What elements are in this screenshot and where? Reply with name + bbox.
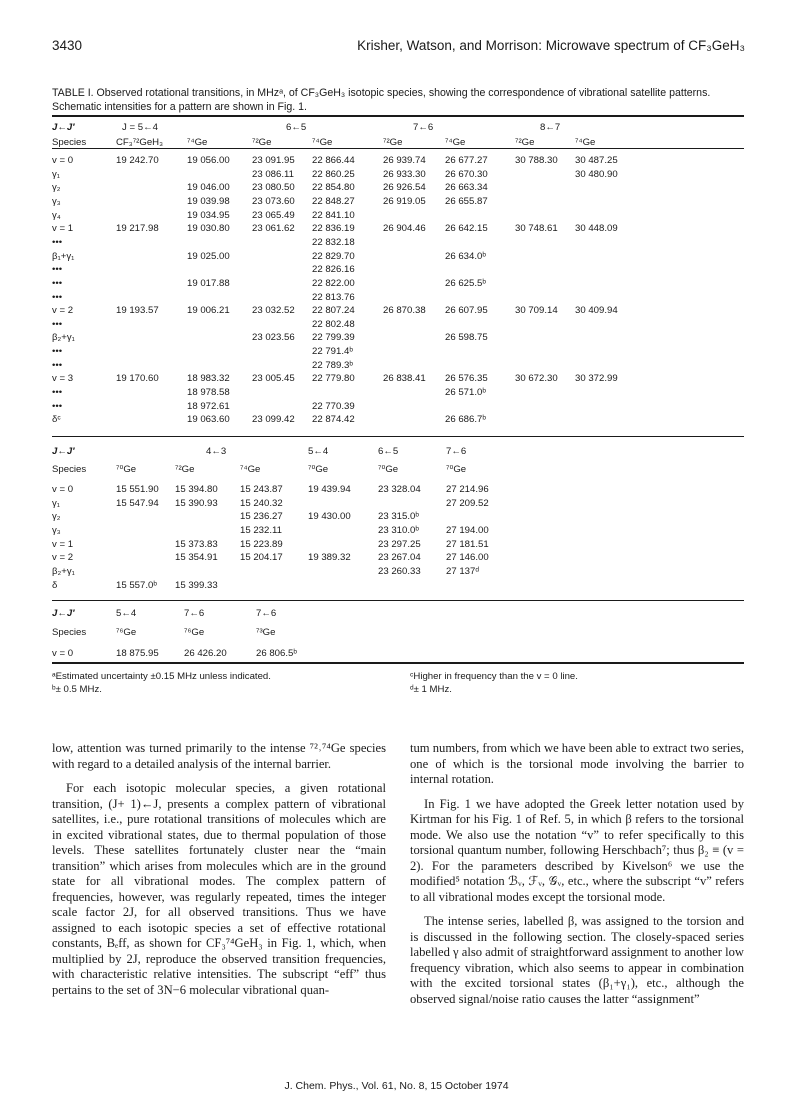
table-cell: 26 655.87 bbox=[445, 195, 488, 207]
row-label: γ₄ bbox=[52, 209, 61, 221]
table-cell: 15 354.91 bbox=[175, 552, 218, 564]
jj-header: J←J′ bbox=[52, 608, 75, 619]
table-cell: 26 939.74 bbox=[383, 155, 426, 166]
row-label: β₂+γ₁ bbox=[52, 332, 75, 344]
row-label: v = 0 bbox=[52, 484, 74, 495]
table-cell: 19 025.00 bbox=[187, 250, 230, 262]
species-header: ⁷³Ge bbox=[256, 627, 276, 638]
table-cell: 23 023.56 bbox=[252, 332, 295, 344]
table-cell: 22 866.44 bbox=[312, 155, 355, 166]
table-cell: 23 032.52 bbox=[252, 305, 295, 317]
row-label: ••• bbox=[52, 291, 63, 303]
body-paragraph: For each isotopic molecular species, a given rotational transition, (J+ 1)←J, presents a complex pattern of vibrational satellites, i.e., pure rotational transitions of molecules which are in excited vibrational states, due to thermal population of those levels. These satellites fortunately cluster near the “main transition” which arises from molecules which are in the ground state for all vibrational modes. The complex pattern of frequencies, however, was regularly repeated, times the integer scale factor 2J, for all observed transitions. Thus we have assigned to each isotopic species a set of effective rotational constants, Bₑff, as shown for CF₃⁷⁴GeH₃ in Fig. 1, which, when multiplied by 2J, reproduce the observed transition frequencies, with characteristic relative intensities. The subscript “eff” thus pertains to the set of 3N−6 molecular vibrational quan- bbox=[52, 781, 386, 997]
transition-header: 4←3 bbox=[206, 446, 227, 457]
table-cell: 26 426.20 bbox=[184, 648, 227, 659]
table-cell: 23 065.49 bbox=[252, 209, 295, 221]
table-cell: 26 806.5ᵇ bbox=[256, 648, 297, 659]
table-cell: 19 046.00 bbox=[187, 182, 230, 194]
table-cell: 23 267.04 bbox=[378, 552, 421, 564]
table-cell: 30 409.94 bbox=[575, 305, 618, 317]
species-header: ⁷⁰Ge bbox=[378, 464, 399, 475]
table-cell: 22 807.24 bbox=[312, 305, 355, 317]
table-cell: 30 480.90 bbox=[575, 168, 618, 180]
table-cell: 18 972.61 bbox=[187, 400, 230, 412]
table-cell: 30 788.30 bbox=[515, 155, 558, 166]
row-label: β₁+γ₁ bbox=[52, 250, 75, 262]
table-cell: 18 983.32 bbox=[187, 373, 230, 385]
table-cell: 22 802.48 bbox=[312, 318, 355, 330]
table-cell: 19 063.60 bbox=[187, 414, 230, 426]
transition-header: 6←5 bbox=[378, 446, 399, 457]
table-cell: 22 832.18 bbox=[312, 236, 355, 248]
table-cell: 15 547.94 bbox=[116, 497, 159, 509]
page-number: 3430 bbox=[52, 38, 83, 53]
table-cell: 18 875.95 bbox=[116, 648, 159, 659]
footnote-a: ᵃEstimated uncertainty ±0.15 MHz unless indicated. bbox=[52, 671, 271, 682]
body-paragraph: In Fig. 1 we have adopted the Greek letter notation used by Kirtman for his Fig. 1 of Ref. 5, in which β refers to the torsional mode. We also use the notation “v” to refer specifically to this torsional quantum number, following Herschbach⁷; thus β₂ ≡ (v = 2). For the parameters described by Kivelson⁶ we use the modified⁵ notation ℬᵥ, ℱᵥ, 𝒢ᵥ, etc., where the subscript “v” refers to all vibrational modes except the torsional mode. bbox=[410, 796, 744, 904]
table-cell: 23 260.33 bbox=[378, 565, 421, 577]
row-label: ••• bbox=[52, 359, 63, 371]
table-cell: 22 874.42 bbox=[312, 414, 355, 426]
table-cell: 23 328.04 bbox=[378, 484, 421, 495]
table-cell: 15 390.93 bbox=[175, 497, 218, 509]
table-cell: 22 841.10 bbox=[312, 209, 355, 221]
row-label: v = 2 bbox=[52, 552, 74, 564]
table-cell: 27 214.96 bbox=[446, 484, 489, 495]
table-cell: 23 315.0ᵇ bbox=[378, 511, 419, 523]
table-cell: 23 061.62 bbox=[252, 223, 295, 235]
table-cell: 15 399.33 bbox=[175, 579, 218, 591]
table-cell: 22 799.39 bbox=[312, 332, 355, 344]
table-cell: 22 779.80 bbox=[312, 373, 355, 385]
row-label: γ₁ bbox=[52, 497, 61, 509]
table-cell: 26 625.5ᵇ bbox=[445, 277, 486, 289]
body-column-right bbox=[410, 741, 744, 1007]
table-cell: 19 242.70 bbox=[116, 155, 159, 166]
table-cell: 26 933.30 bbox=[383, 168, 426, 180]
row-label: v = 2 bbox=[52, 305, 74, 317]
row-label: γ₂ bbox=[52, 182, 61, 194]
table-cell: 23 297.25 bbox=[378, 538, 421, 550]
species-header: ⁷⁴Ge bbox=[240, 464, 261, 475]
species-header: Species bbox=[52, 137, 87, 148]
row-label: ••• bbox=[52, 277, 63, 289]
row-label: γ₃ bbox=[52, 524, 61, 536]
table-top-rule bbox=[52, 115, 744, 117]
species-header: ⁷²Ge bbox=[515, 137, 535, 148]
table-cell: 22 826.16 bbox=[312, 264, 355, 276]
table-cell: 22 770.39 bbox=[312, 400, 355, 412]
table-cell: 26 598.75 bbox=[445, 332, 488, 344]
row-label: v = 0 bbox=[52, 648, 74, 659]
table-cell: 23 086.11 bbox=[252, 168, 294, 180]
table-cell: 15 373.83 bbox=[175, 538, 218, 550]
body-paragraph: low, attention was turned primarily to the intense ⁷²˒⁷⁴Ge species with regard to a detailed analysis of the internal barrier. bbox=[52, 741, 386, 771]
row-label: ••• bbox=[52, 346, 63, 358]
table-cell: 27 194.00 bbox=[446, 524, 489, 536]
table-cell: 26 838.41 bbox=[383, 373, 426, 385]
table-cell: 15 394.80 bbox=[175, 484, 218, 495]
species-header: CF₃⁷²GeH₃ bbox=[116, 137, 163, 148]
table-cell: 19 056.00 bbox=[187, 155, 230, 166]
table-cell: 30 672.30 bbox=[515, 373, 558, 385]
footnote-d: ᵈ± 1 MHz. bbox=[410, 684, 452, 695]
table-bottom-rule bbox=[52, 662, 744, 664]
table-cell: 19 389.32 bbox=[308, 552, 351, 564]
species-header: ⁷²Ge bbox=[383, 137, 403, 148]
species-header: ⁷⁶Ge bbox=[116, 627, 137, 638]
transition-header: 5←4 bbox=[308, 446, 329, 457]
row-label: γ₂ bbox=[52, 511, 61, 523]
species-header: ⁷⁴Ge bbox=[187, 137, 208, 148]
table-cell: 30 372.99 bbox=[575, 373, 618, 385]
table-cell: 22 791.4ᵇ bbox=[312, 346, 353, 358]
transition-header: 7←6 bbox=[256, 608, 277, 619]
row-label: v = 1 bbox=[52, 223, 74, 235]
row-label: δᶜ bbox=[52, 414, 61, 426]
species-header: ⁷⁰Ge bbox=[116, 464, 137, 475]
transition-header: 7←6 bbox=[446, 446, 467, 457]
table-cell: 19 170.60 bbox=[116, 373, 159, 385]
table-cell: 30 709.14 bbox=[515, 305, 558, 317]
table-cell: 27 181.51 bbox=[446, 538, 489, 550]
table-cell: 15 557.0ᵇ bbox=[116, 579, 157, 591]
table-cell: 19 034.95 bbox=[187, 209, 230, 221]
table-cell: 27 137ᵈ bbox=[446, 565, 479, 577]
species-header: Species bbox=[52, 627, 87, 638]
transition-header: 8←7 bbox=[540, 122, 561, 133]
table-cell: 19 017.88 bbox=[187, 277, 230, 289]
transition-header: 7←6 bbox=[413, 122, 434, 133]
table-cell: 15 243.87 bbox=[240, 484, 283, 495]
row-label: ••• bbox=[52, 236, 63, 248]
table-cell: 26 919.05 bbox=[383, 195, 426, 207]
row-label: v = 1 bbox=[52, 538, 74, 550]
table-cell: 15 240.32 bbox=[240, 497, 283, 509]
table-cell: 19 193.57 bbox=[116, 305, 159, 317]
table-cell: 26 663.34 bbox=[445, 182, 488, 194]
table-cell: 15 551.90 bbox=[116, 484, 159, 495]
table-cell: 15 204.17 bbox=[240, 552, 283, 564]
table-cell: 19 439.94 bbox=[308, 484, 351, 495]
running-header bbox=[52, 38, 745, 58]
table-cell: 26 571.0ᵇ bbox=[445, 387, 486, 399]
row-label: β₂+γ₁ bbox=[52, 565, 75, 577]
table-cell: 19 430.00 bbox=[308, 511, 351, 523]
footnote-c: ᶜHigher in frequency than the v = 0 line. bbox=[410, 671, 578, 682]
row-label: ••• bbox=[52, 387, 63, 399]
transition-header: 7←6 bbox=[184, 608, 205, 619]
table-cell: 19 030.80 bbox=[187, 223, 230, 235]
table-cell: 23 073.60 bbox=[252, 195, 295, 207]
species-header: Species bbox=[52, 464, 87, 475]
table-cell: 26 642.15 bbox=[445, 223, 488, 235]
jj-header: J←J′ bbox=[52, 122, 75, 133]
body-paragraph: tum numbers, from which we have been able to extract two series, one of which is the torsional mode involving the barrier to internal rotation. bbox=[410, 741, 744, 786]
running-title: Krisher, Watson, and Morrison: Microwave spectrum of CF₃GeH₃ bbox=[357, 38, 745, 53]
table-cell: 23 310.0ᵇ bbox=[378, 524, 419, 536]
table-cell: 19 217.98 bbox=[116, 223, 159, 235]
table-cell: 23 091.95 bbox=[252, 155, 295, 166]
table-cell: 26 870.38 bbox=[383, 305, 426, 317]
table-cell: 23 005.45 bbox=[252, 373, 295, 385]
row-label: δ bbox=[52, 579, 58, 591]
journal-footer: J. Chem. Phys., Vol. 61, No. 8, 15 October 1974 bbox=[284, 1080, 509, 1092]
table-cell: 15 236.27 bbox=[240, 511, 283, 523]
species-header: ⁷⁴Ge bbox=[575, 137, 596, 148]
species-header: ⁷⁴Ge bbox=[312, 137, 333, 148]
table-cell: 27 146.00 bbox=[446, 552, 489, 564]
table-cell: 23 099.42 bbox=[252, 414, 295, 426]
table-cell: 26 576.35 bbox=[445, 373, 488, 385]
row-label: ••• bbox=[52, 264, 63, 276]
table-cell: 22 789.3ᵇ bbox=[312, 359, 353, 371]
table-cell: 26 634.0ᵇ bbox=[445, 250, 486, 262]
species-header: ⁷⁴Ge bbox=[445, 137, 466, 148]
species-header: ⁷⁰Ge bbox=[446, 464, 467, 475]
transition-header: 6←5 bbox=[286, 122, 307, 133]
table-section-rule bbox=[52, 436, 744, 437]
table-cell: 22 854.80 bbox=[312, 182, 355, 194]
footnote-b: ᵇ± 0.5 MHz. bbox=[52, 684, 102, 695]
transition-header: J = 5←4 bbox=[122, 122, 158, 133]
table-cell: 23 080.50 bbox=[252, 182, 295, 194]
table-cell: 30 487.25 bbox=[575, 155, 618, 166]
table-cell: 22 822.00 bbox=[312, 277, 355, 289]
table-cell: 26 926.54 bbox=[383, 182, 426, 194]
table-cell: 22 813.76 bbox=[312, 291, 355, 303]
table-cell: 26 670.30 bbox=[445, 168, 488, 180]
table-cell: 18 978.58 bbox=[187, 387, 230, 399]
species-header: ⁷²Ge bbox=[252, 137, 272, 148]
row-label: v = 3 bbox=[52, 373, 74, 385]
body-paragraph: The intense series, labelled β, was assigned to the torsion and is discussed in the following section. The closely-spaced series labelled γ also admit of straightforward assignment to another low frequency vibration, which also seems to appear in combination with the excited torsional states (β₁+γ₁), etc., although the observed signal/noise ratio causes the latter “assignment” bbox=[410, 914, 744, 1006]
species-header: ⁷²Ge bbox=[175, 464, 195, 475]
species-header: ⁷⁰Ge bbox=[308, 464, 329, 475]
row-label: v = 0 bbox=[52, 155, 74, 166]
row-label: ••• bbox=[52, 400, 63, 412]
transition-header: 5←4 bbox=[116, 608, 137, 619]
body-column-left bbox=[52, 741, 386, 998]
table-cell: 27 209.52 bbox=[446, 497, 489, 509]
table-cell: 26 607.95 bbox=[445, 305, 488, 317]
table-cell: 30 748.61 bbox=[515, 223, 558, 235]
table-cell: 22 829.70 bbox=[312, 250, 355, 262]
species-header: ⁷⁶Ge bbox=[184, 627, 205, 638]
table-cell: 22 848.27 bbox=[312, 195, 355, 207]
table-cell: 19 006.21 bbox=[187, 305, 230, 317]
table-cell: 22 836.19 bbox=[312, 223, 355, 235]
table-cell: 15 232.11 bbox=[240, 524, 282, 536]
table-section-rule bbox=[52, 600, 744, 601]
table-caption: TABLE I. Observed rotational transitions, in MHzᵃ, of CF₃GeH₃ isotopic species, showing the correspondence of vibrational satellite patterns. Schematic intensities for a pattern are shown in Fig. 1. bbox=[52, 87, 711, 113]
row-label: γ₁ bbox=[52, 168, 61, 180]
table-cell: 26 686.7ᵇ bbox=[445, 414, 486, 426]
table-cell: 30 448.09 bbox=[575, 223, 618, 235]
table-cell: 26 677.27 bbox=[445, 155, 488, 166]
table-cell: 26 904.46 bbox=[383, 223, 426, 235]
row-label: γ₃ bbox=[52, 195, 61, 207]
table-cell: 22 860.25 bbox=[312, 168, 355, 180]
jj-header: J←J′ bbox=[52, 446, 75, 457]
table-cell: 15 223.89 bbox=[240, 538, 283, 550]
row-label: ••• bbox=[52, 318, 63, 330]
table-cell: 19 039.98 bbox=[187, 195, 230, 207]
